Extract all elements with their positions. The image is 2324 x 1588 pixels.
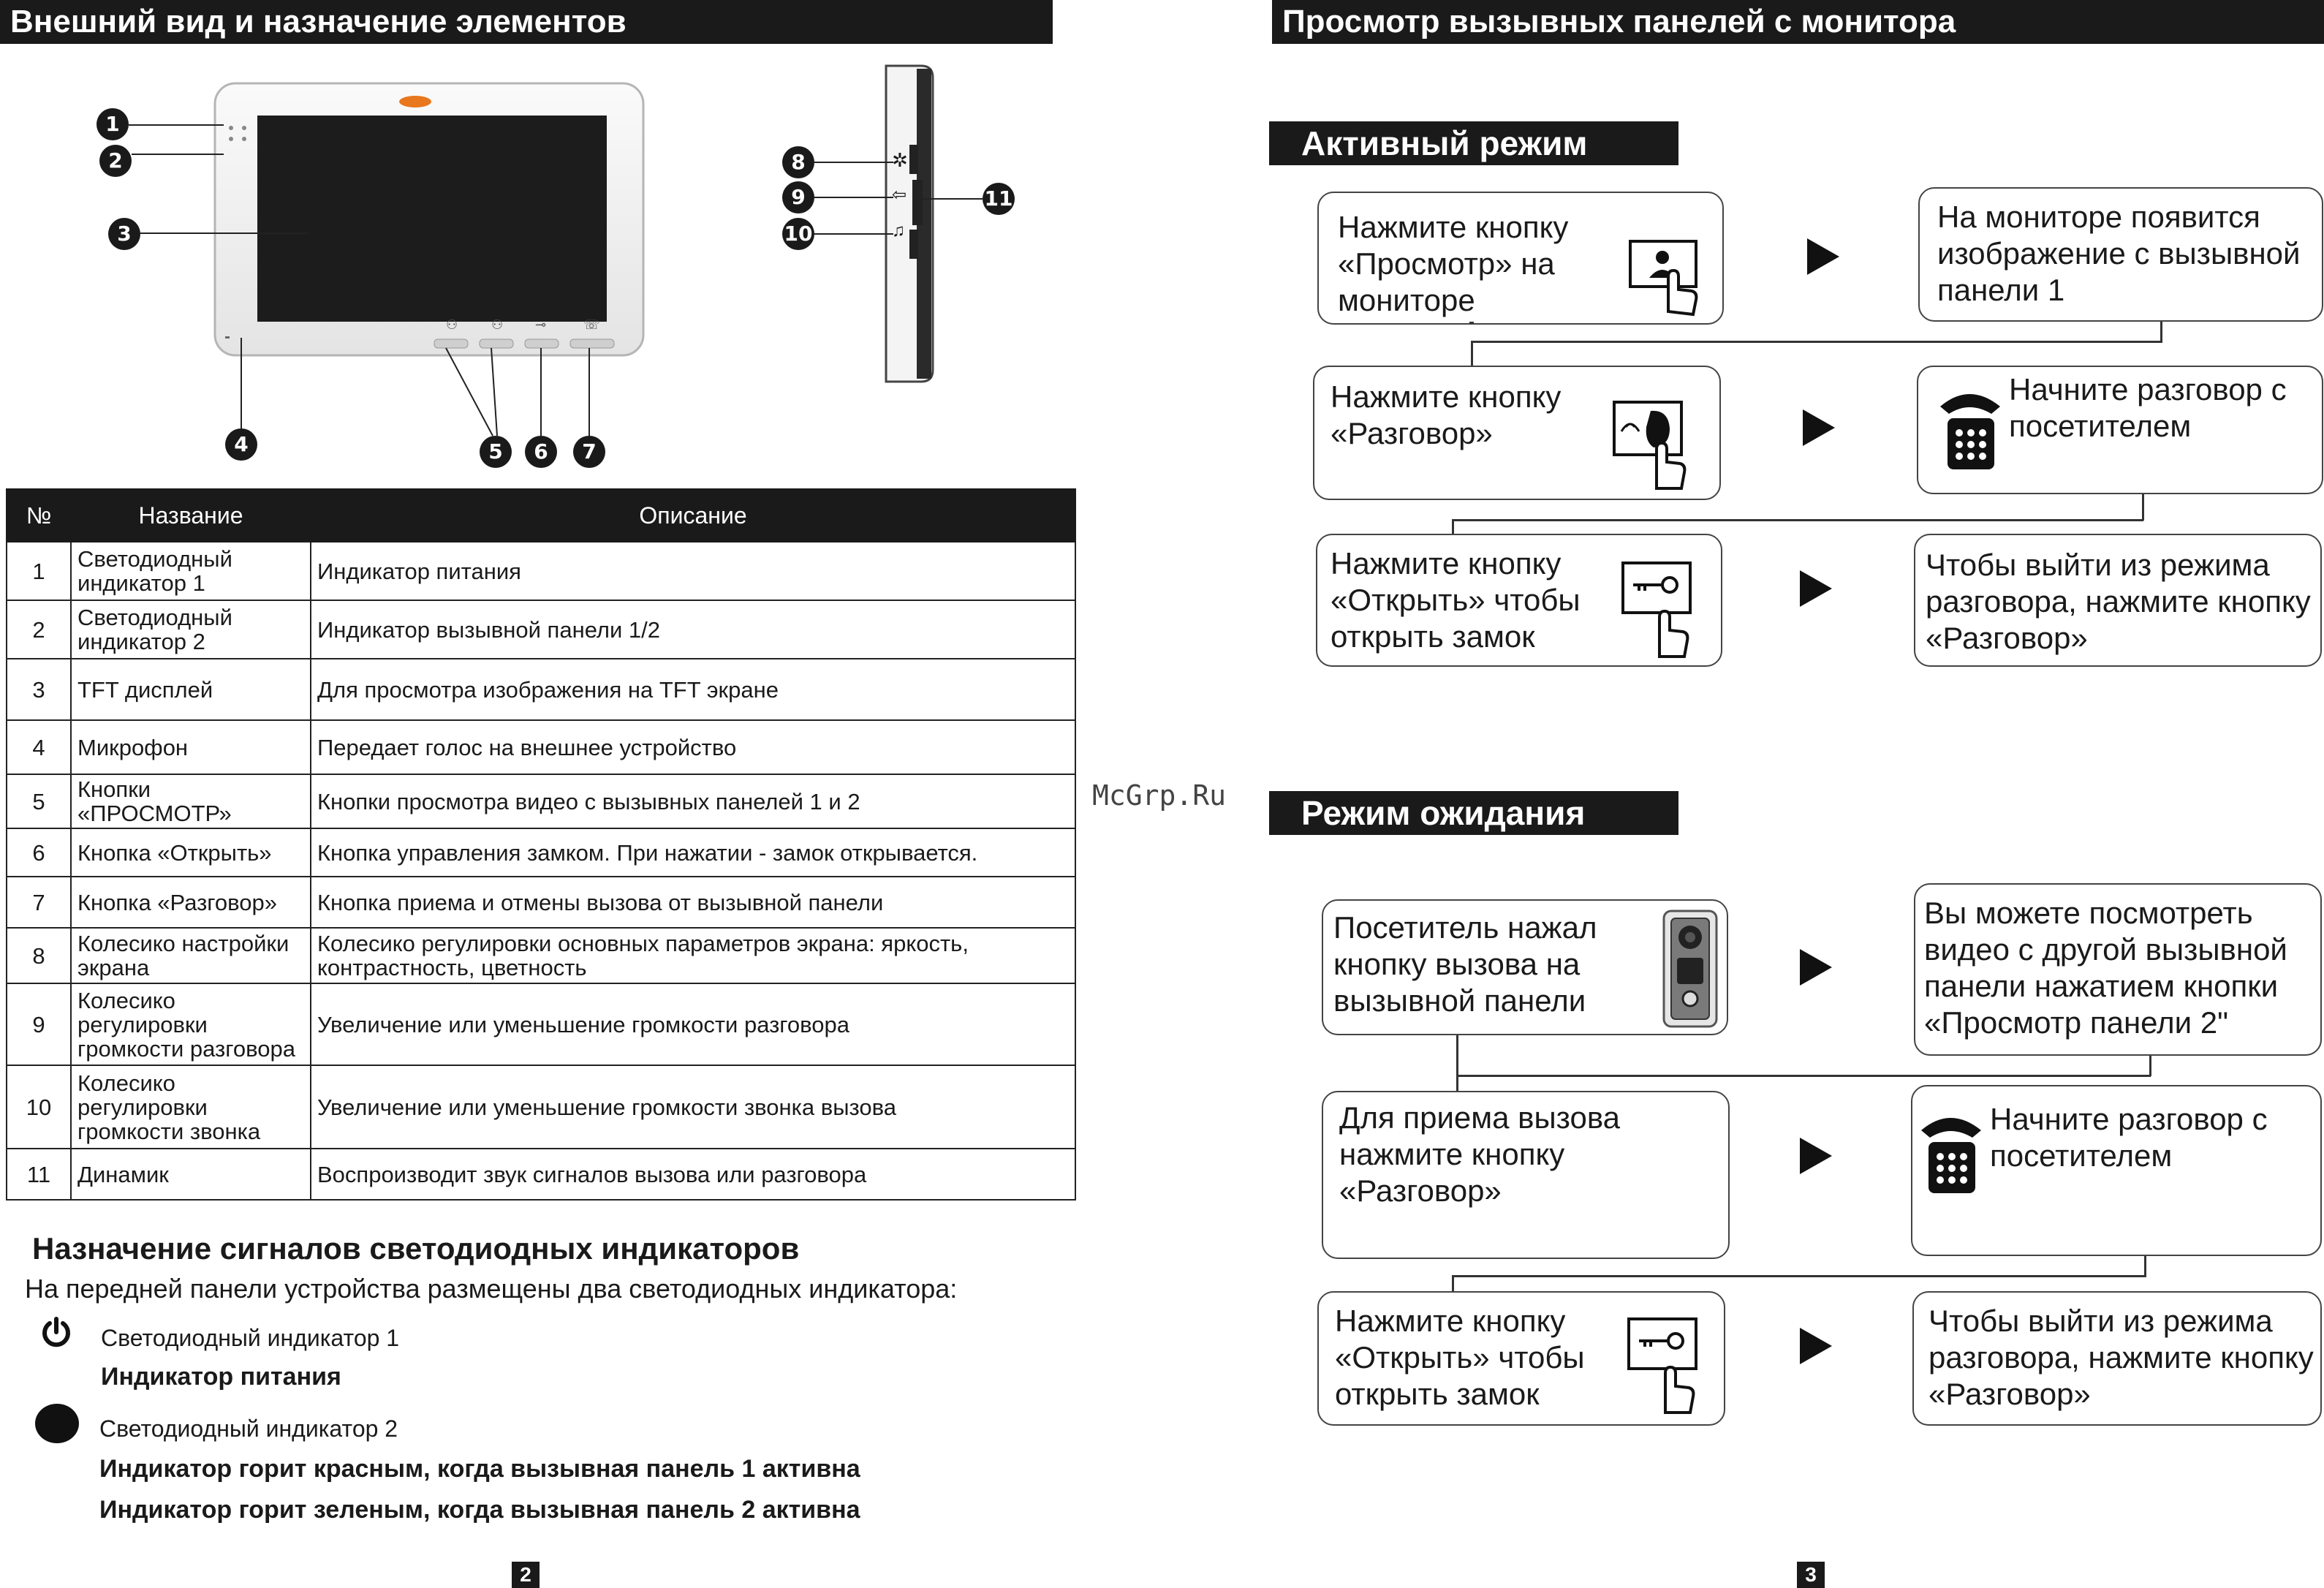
active-step1-result [1918, 187, 2323, 322]
callout-2-leader [132, 154, 224, 155]
active-step2-arrow [1803, 409, 1835, 446]
elements-table [6, 488, 1076, 1201]
standby-step1-arrow [1800, 949, 1832, 986]
col-header-name: Название [71, 489, 311, 542]
callout-5: 5 [480, 436, 512, 468]
brightness-icon: ✲ [892, 149, 908, 171]
row-description: Передает голос на внешнее устройство [311, 720, 1075, 774]
standby-connector-1-v2 [1456, 1035, 1458, 1091]
table-row [7, 928, 1075, 983]
result-text: Вы можете посмотреть видео с другой вызывной панели нажатием кнопки «Просмотр панели 2" [1924, 896, 2287, 1040]
callout-3: 3 [108, 218, 140, 250]
callout-8: 8 [782, 146, 814, 178]
row-name: Светодиодный индикатор 1 [71, 542, 311, 600]
callout-9-leader [814, 197, 893, 198]
active-step3-result [1914, 534, 2322, 667]
led2-label: Светодиодный индикатор 2 [99, 1415, 398, 1442]
row-name: Кнопка «Разговор» [71, 877, 311, 928]
callout-9: 9 [782, 181, 814, 213]
row-name: TFT дисплей [71, 659, 311, 720]
result-text: Начните разговор с посетителем [2009, 372, 2287, 443]
callout-11: 11 [983, 183, 1015, 215]
led-section-intro: На передней панели устройства размещены два светодиодных индикатора: [25, 1274, 958, 1304]
result-text: Начните разговор с посетителем [1990, 1102, 2268, 1173]
active-step1-arrow [1807, 238, 1839, 275]
row-number: 11 [7, 1149, 71, 1200]
telephone-icon [1937, 385, 2003, 472]
led2-dot-icon [35, 1404, 79, 1443]
svg-text:☏: ☏ [583, 317, 600, 332]
row-number: 3 [7, 659, 71, 720]
active-connector-2-h [1452, 519, 2143, 521]
svg-text:⊸: ⊸ [535, 317, 547, 332]
standby-connector-1-h [1456, 1075, 2151, 1077]
standby-connector-2-v1 [2144, 1256, 2146, 1277]
callout-11-leader [921, 198, 983, 200]
callout-10-leader [814, 233, 893, 235]
row-number: 6 [7, 828, 71, 877]
svg-text:⚇: ⚇ [446, 317, 458, 332]
row-number: 10 [7, 1065, 71, 1149]
callout-1: 1 [96, 108, 129, 140]
row-description: Воспроизводит звук сигналов вызова или разговора [311, 1149, 1075, 1200]
callout-5-leaders [439, 344, 526, 439]
action-text: Посетитель нажал кнопку вызова на вызывной панели [1333, 910, 1597, 1018]
svg-text:⚇: ⚇ [491, 317, 504, 332]
row-name: Колесико настройки экрана [71, 928, 311, 983]
active-step3-arrow [1800, 570, 1832, 607]
monitor-front-svg [213, 82, 645, 357]
callout-6-leader [540, 348, 542, 436]
col-header-number: № [7, 489, 71, 542]
led1-label: Светодиодный индикатор 1 [101, 1325, 400, 1351]
monitor-front-illustration [213, 82, 645, 357]
active-connector-1 [1469, 322, 1474, 324]
monitor-side-svg [883, 64, 936, 383]
view-button-icon [1624, 238, 1705, 319]
table-row [7, 542, 1075, 600]
row-number: 7 [7, 877, 71, 928]
callout-4-leader [241, 338, 242, 428]
standby-connector-2-v2 [1452, 1275, 1454, 1293]
monitor-side-illustration [883, 64, 936, 383]
callout-7: 7 [573, 436, 605, 468]
led2-meaning-green: Индикатор горит зеленым, когда вызывная панель 2 активна [99, 1496, 860, 1524]
unlock-button-icon [1624, 1315, 1712, 1417]
row-name: Колесико регулировки громкости разговора [71, 983, 311, 1065]
standby-step1-action [1322, 899, 1728, 1035]
row-description: Увеличение или уменьшение громкости разговора [311, 983, 1075, 1065]
row-name: Светодиодный индикатор 2 [71, 600, 311, 659]
table-row [7, 828, 1075, 877]
active-connector-1-v2 [1471, 341, 1473, 366]
standby-step1-result [1914, 883, 2322, 1056]
action-text: Нажмите кнопку «Открыть» чтобы открыть замок [1335, 1304, 1585, 1411]
watermark: McGrp.Ru [1092, 779, 1227, 812]
standby-step2-arrow [1800, 1138, 1832, 1174]
active-connector-2-v2 [1452, 519, 1454, 535]
row-description: Индикатор питания [311, 542, 1075, 600]
callout-1-leader [129, 124, 224, 126]
table-header-row [7, 489, 1075, 542]
row-name: Кнопки «ПРОСМОТР» [71, 774, 311, 828]
active-step2-action [1313, 366, 1721, 500]
call-panel-icon [1661, 908, 1719, 1029]
table-row [7, 774, 1075, 828]
row-description: Увеличение или уменьшение громкости звонка вызова [311, 1065, 1075, 1149]
table-row [7, 983, 1075, 1065]
col-header-description: Описание [311, 489, 1075, 542]
active-connector-1-h [1471, 341, 2162, 343]
row-name: Кнопка «Открыть» [71, 828, 311, 877]
row-description: Колесико регулировки основных параметров экрана: яркость, контрастность, цветность [311, 928, 1075, 983]
row-number: 1 [7, 542, 71, 600]
callout-3-leader [140, 232, 309, 234]
standby-mode-title: Режим ожидания [1269, 791, 1678, 835]
row-name: Колесико регулировки громкости звонка [71, 1065, 311, 1149]
standby-step3-action [1317, 1291, 1725, 1426]
active-step3-action [1316, 534, 1722, 667]
callout-8-leader [814, 162, 893, 163]
standby-connector-1-v1 [2149, 1056, 2151, 1076]
table-row [7, 659, 1075, 720]
active-connector-2-v1 [2142, 494, 2144, 521]
callout-4: 4 [225, 428, 257, 461]
standby-step2-result [1911, 1085, 2322, 1256]
telephone-icon [1918, 1108, 1984, 1196]
active-step1-action [1317, 192, 1724, 325]
row-number: 5 [7, 774, 71, 828]
action-text: Нажмите кнопку «Разговор» [1331, 379, 1562, 450]
table-row [7, 1149, 1075, 1200]
right-page-header: Просмотр вызывных панелей с монитора [1272, 0, 2324, 44]
row-number: 2 [7, 600, 71, 659]
active-step2-result [1917, 366, 2323, 494]
result-text: На мониторе появится изображение с вызывной панели 1 [1937, 200, 2301, 307]
volume-talk-icon: ⇦ [892, 185, 907, 205]
row-description: Кнопки просмотра видео с вызывных панелей 1 и 2 [311, 774, 1075, 828]
callout-7-leader [588, 348, 590, 436]
talk-button-icon [1610, 398, 1705, 493]
action-text: Нажмите кнопку «Открыть» чтобы открыть замок [1331, 546, 1581, 654]
result-text: Чтобы выйти из режима разговора, нажмите кнопку «Разговор» [1929, 1304, 2314, 1411]
row-name: Динамик [71, 1149, 311, 1200]
led-section-title: Назначение сигналов светодиодных индикаторов [32, 1231, 800, 1266]
table-row [7, 720, 1075, 774]
led2-meaning-red: Индикатор горит красным, когда вызывная панель 1 активна [99, 1455, 860, 1483]
standby-step2-action [1322, 1091, 1730, 1259]
table-row [7, 1065, 1075, 1149]
unlock-button-icon [1619, 559, 1706, 661]
left-page-header: Внешний вид и назначение элементов [0, 0, 1053, 44]
row-description: Индикатор вызывной панели 1/2 [311, 600, 1075, 659]
table-row [7, 877, 1075, 928]
callout-6: 6 [525, 436, 557, 468]
row-name: Микрофон [71, 720, 311, 774]
row-number: 9 [7, 983, 71, 1065]
bell-icon: ♫ [892, 221, 905, 241]
led1-meaning: Индикатор питания [101, 1363, 341, 1391]
action-text: Для приема вызова нажмите кнопку «Разговор» [1339, 1100, 1621, 1208]
row-description: Кнопка управления замком. При нажатии - замок открывается. [311, 828, 1075, 877]
left-page-number: 2 [512, 1562, 540, 1588]
row-number: 4 [7, 720, 71, 774]
callout-10: 10 [782, 218, 814, 250]
power-icon [39, 1316, 73, 1350]
callout-2: 2 [99, 145, 132, 177]
standby-step3-arrow [1800, 1328, 1832, 1364]
active-connector-1-v1 [2160, 322, 2162, 342]
row-description: Кнопка приема и отмены вызова от вызывной панели [311, 877, 1075, 928]
result-text: Чтобы выйти из режима разговора, нажмите кнопку «Разговор» [1926, 548, 2311, 655]
active-mode-title: Активный режим [1269, 121, 1678, 165]
standby-step3-result [1912, 1291, 2322, 1426]
row-description: Для просмотра изображения на TFT экране [311, 659, 1075, 720]
right-page-number: 3 [1797, 1562, 1825, 1588]
table-row [7, 600, 1075, 659]
action-text: Нажмите кнопку «Просмотр» на мониторе [1338, 210, 1569, 317]
standby-connector-2-h [1452, 1275, 2146, 1277]
row-number: 8 [7, 928, 71, 983]
